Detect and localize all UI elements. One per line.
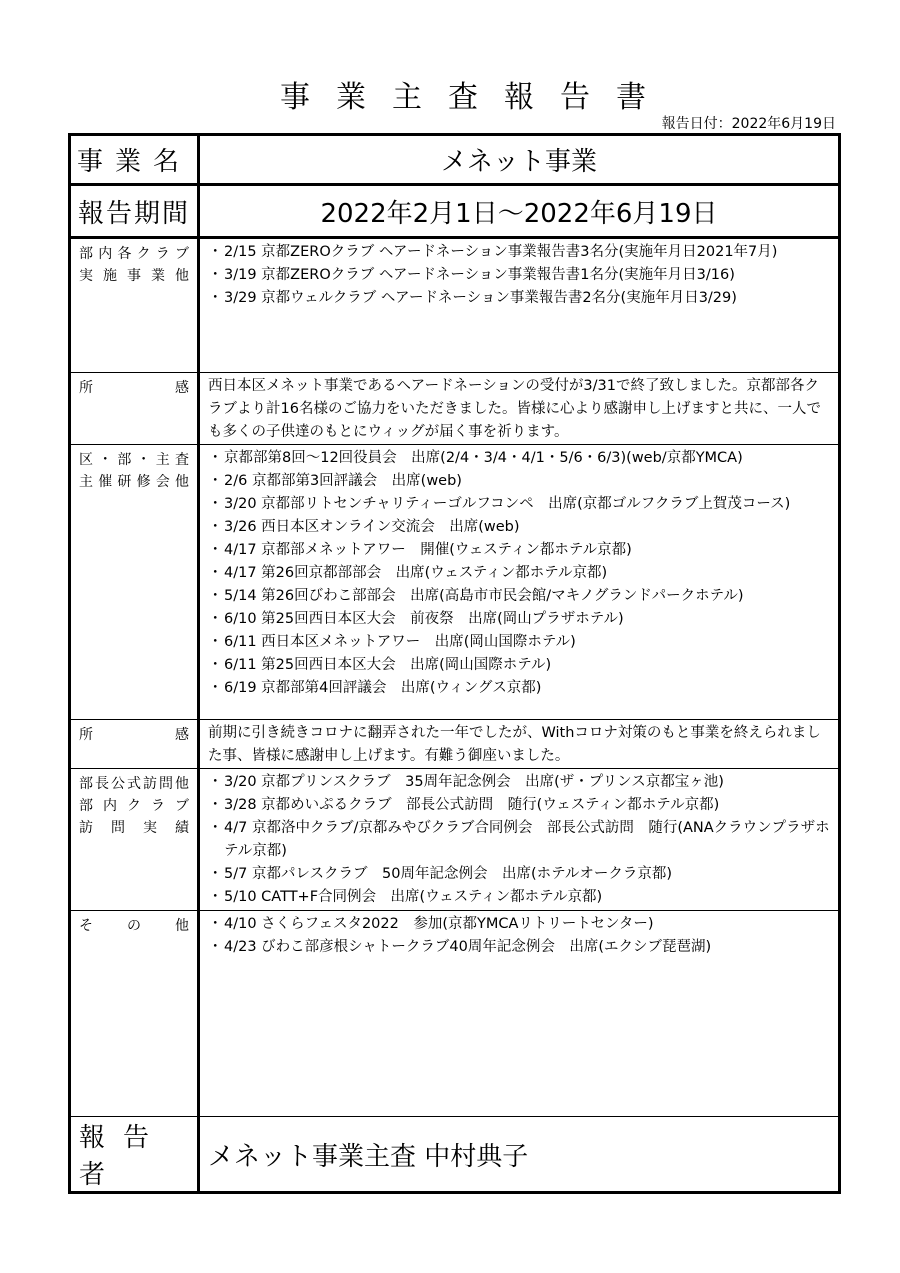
impression1-label: 所感 — [70, 373, 199, 445]
period-value: 2022年2月1日〜2022年6月19日 — [199, 185, 840, 238]
impression1-text-cell — [199, 373, 840, 445]
list-item: ・ 3/19 京都ZEROクラブ ヘアードネーション事業報告書1名分(実施年月日3/16) — [208, 264, 832, 287]
other-list — [199, 911, 840, 1117]
other-row — [70, 911, 840, 1117]
impression2-label: 所感 — [70, 720, 199, 769]
seminars-label: 区・部・主査 主催研修会他 — [70, 445, 199, 720]
reporter-row — [70, 1117, 840, 1193]
club-events-row — [70, 238, 840, 373]
list-item: ・ 6/19 京都部第4回評議会 出席(ウィングス京都) — [208, 677, 832, 700]
report-form-table — [68, 133, 841, 1194]
reporter-label: 報告者 — [70, 1117, 199, 1193]
impression1-row — [70, 373, 840, 445]
period-row — [70, 185, 840, 238]
list-item: ・ 3/28 京都めいぷるクラブ 部長公式訪問 随行(ウェスティン都ホテル京都) — [208, 794, 832, 817]
period-label: 報告期間 — [70, 185, 199, 238]
impression1-text: 西日本区メネット事業であるヘアードネーションの受付が3/31で終了致しました。京都部各クラブより計16名様のご協力をいただきました。皆様に心より感謝申し上げますと共に、一人でも多くの子供達のもとにウィッグが届く事を祈ります。 — [208, 378, 821, 440]
list-item: ・ 3/26 西日本区オンライン交流会 出席(web) — [208, 516, 832, 539]
list-item: ・ 4/7 京都洛中クラブ/京都みやびクラブ合同例会 部長公式訪問 随行(ANAクラウンプラザホテル京都) — [208, 817, 832, 863]
list-item: ・ 5/7 京都パレスクラブ 50周年記念例会 出席(ホテルオークラ京都) — [208, 863, 832, 886]
list-item: ・ 4/17 京都部メネットアワー 開催(ウェスティン都ホテル京都) — [208, 539, 832, 562]
list-item: ・ 6/11 西日本区メネットアワー 出席(岡山国際ホテル) — [208, 631, 832, 654]
list-item: ・ 4/17 第26回京都部部会 出席(ウェスティン都ホテル京都) — [208, 562, 832, 585]
report-date: 報告日付：2022年6月19日 — [661, 116, 836, 132]
seminars-row — [70, 445, 840, 720]
list-item: ・ 4/23 びわこ部彦根シャトークラブ40周年記念例会 出席(エクシブ琵琶湖) — [208, 936, 832, 959]
list-item: ・ 4/10 さくらフェスタ2022 参加(京都YMCAリトリートセンター) — [208, 913, 832, 936]
list-item: ・ 2/15 京都ZEROクラブ ヘアードネーション事業報告書3名分(実施年月日2021年7月) — [208, 241, 832, 264]
list-item: ・ 5/14 第26回びわこ部部会 出席(高島市市民会館/マキノグランドパークホテル) — [208, 585, 832, 608]
list-item: ・ 6/10 第25回西日本区大会 前夜祭 出席(岡山プラザホテル) — [208, 608, 832, 631]
visits-label: 部長公式訪問他 部内クラブ 訪問実績 — [70, 769, 199, 911]
impression2-text: 前期に引き続きコロナに翻弄された一年でしたが、Withコロナ対策のもと事業を終えられました事、皆様に感謝申し上げます。有難う御座いました。 — [208, 725, 821, 764]
club-events-list — [199, 238, 840, 373]
list-item: ・ 京都部第8回〜12回役員会 出席(2/4・3/4・4/1・5/6・6/3)(web/京都YMCA) — [208, 447, 832, 470]
business-name-row — [70, 135, 840, 185]
list-item: ・ 3/20 京都プリンスクラブ 35周年記念例会 出席(ザ・プリンス京都宝ヶ池) — [208, 771, 832, 794]
reporter-value: メネット事業主査 中村典子 — [199, 1117, 840, 1193]
business-name-value: メネット事業 — [199, 135, 840, 185]
list-item: ・ 5/10 CATT+F合同例会 出席(ウェスティン都ホテル京都) — [208, 886, 832, 909]
seminars-list — [199, 445, 840, 720]
page-title: 事業主査報告書 — [280, 80, 672, 115]
other-label: その他 — [70, 911, 199, 1117]
list-item: ・ 2/6 京都部第3回評議会 出席(web) — [208, 470, 832, 493]
impression2-text-cell — [199, 720, 840, 769]
club-events-label: 部内各クラブ 実施事業他 — [70, 238, 199, 373]
business-name-label: 事業名 — [70, 135, 199, 185]
visits-list — [199, 769, 840, 911]
list-item: ・ 3/29 京都ウェルクラブ ヘアードネーション事業報告書2名分(実施年月日3/29) — [208, 287, 832, 310]
list-item: ・ 3/20 京都部リトセンチャリティーゴルフコンペ 出席(京都ゴルフクラブ上賀茂コース) — [208, 493, 832, 516]
list-item: ・ 6/11 第25回西日本区大会 出席(岡山国際ホテル) — [208, 654, 832, 677]
visits-row — [70, 769, 840, 911]
impression2-row — [70, 720, 840, 769]
